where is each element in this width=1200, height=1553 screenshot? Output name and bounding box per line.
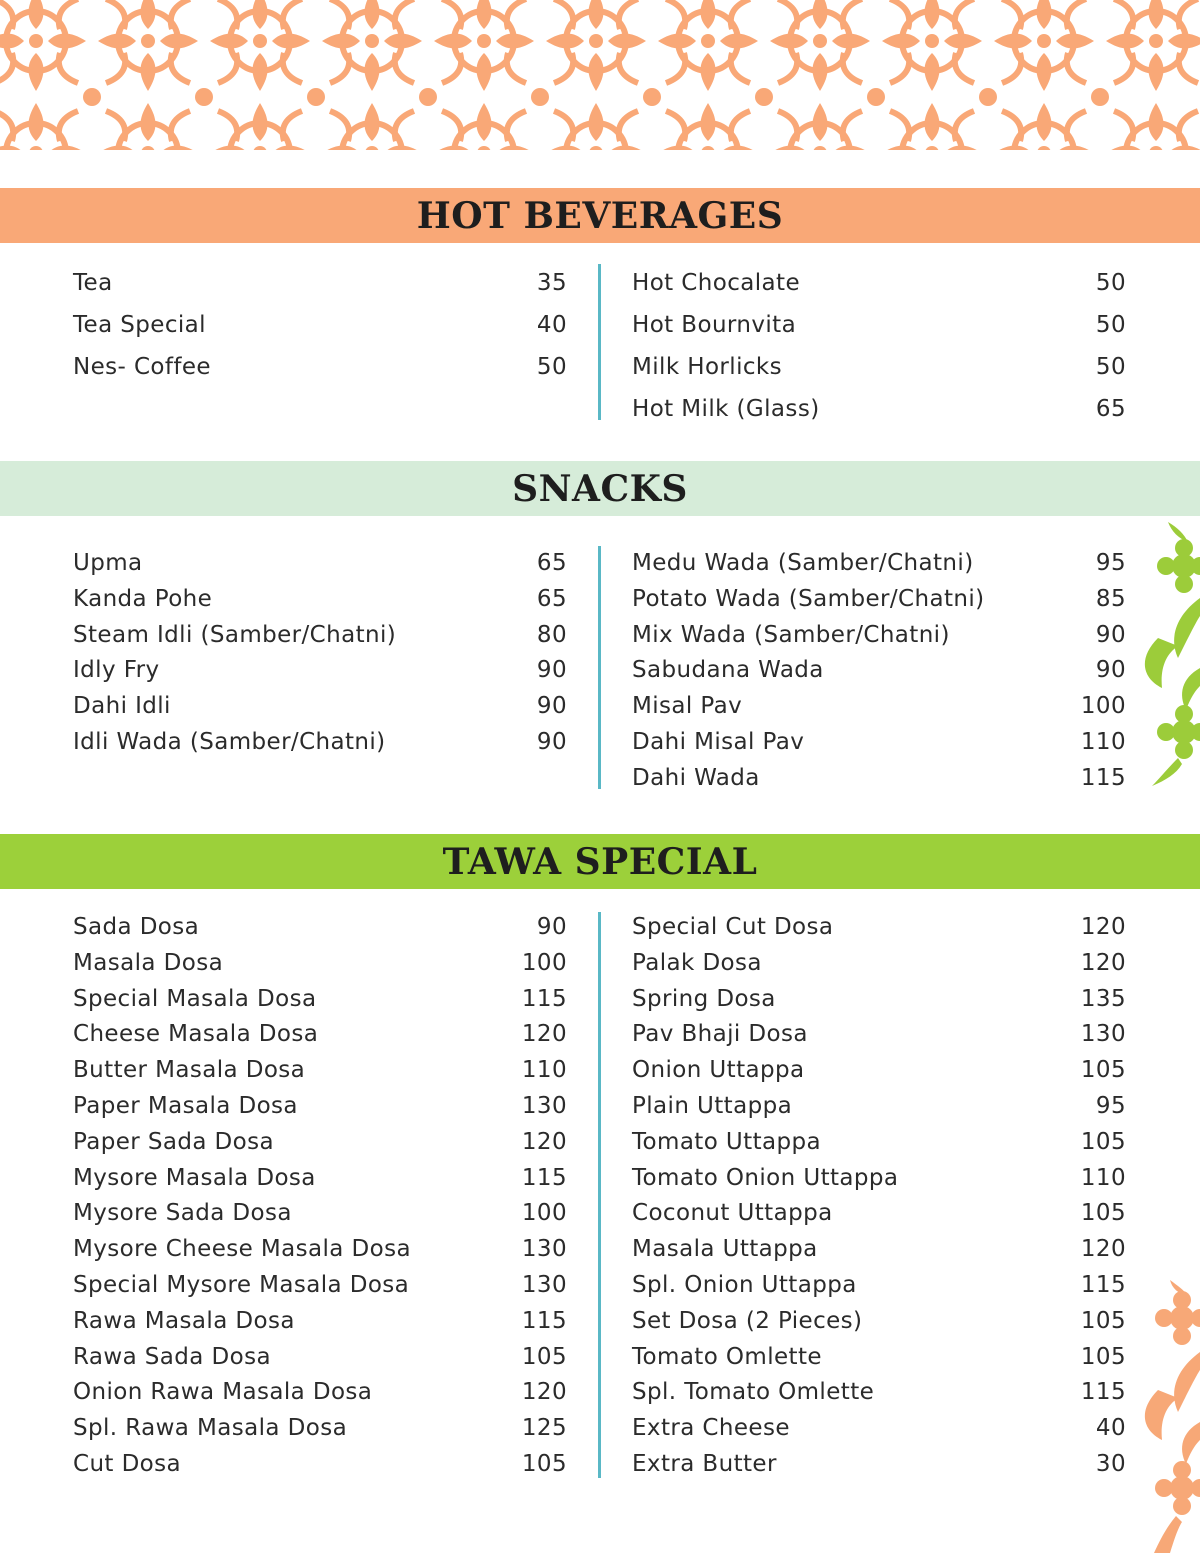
item-price: 90: [536, 914, 567, 940]
item-price: 90: [1095, 621, 1126, 648]
menu-item: [632, 618, 1126, 654]
item-price: 50: [536, 354, 567, 380]
item-name: Tea: [73, 270, 113, 296]
item-price: 120: [1080, 949, 1126, 976]
menu-column-left: [73, 546, 567, 761]
menu-item: [632, 1053, 1126, 1089]
item-name: Spl. Rawa Masala Dosa: [73, 1415, 348, 1442]
item-name: Steam Idli (Samber/Chatni): [73, 621, 397, 648]
menu-item: [632, 1125, 1126, 1161]
menu-item: [632, 1411, 1126, 1447]
section-banner-snacks: [0, 461, 1200, 516]
menu-item: [632, 761, 1126, 797]
menu-column-left: [73, 262, 567, 388]
item-price: 100: [521, 1200, 567, 1227]
item-price: 115: [521, 1164, 567, 1191]
item-name: Set Dosa (2 Pieces): [632, 1307, 863, 1334]
item-price: 50: [1095, 354, 1126, 380]
menu-item: [73, 262, 567, 304]
section-title: TAWA SPECIAL: [442, 840, 758, 883]
item-price: 30: [1095, 1450, 1126, 1477]
item-price: 115: [521, 985, 567, 1012]
item-name: Cheese Masala Dosa: [73, 1021, 319, 1048]
item-name: Onion Uttappa: [632, 1057, 805, 1084]
item-price: 35: [536, 270, 567, 296]
menu-item: [73, 725, 567, 761]
item-name: Hot Bournvita: [632, 312, 797, 338]
menu-column-right: [632, 262, 1126, 430]
item-price: 130: [1080, 1021, 1126, 1048]
item-price: 65: [536, 550, 567, 576]
menu-item: [632, 653, 1126, 689]
menu-column-right: [632, 910, 1126, 1483]
item-price: 90: [1095, 657, 1126, 684]
item-name: Cut Dosa: [73, 1450, 182, 1477]
item-name: Nes- Coffee: [73, 354, 211, 380]
menu-item: [632, 262, 1126, 304]
item-name: Hot Milk (Glass): [632, 396, 820, 422]
item-name: Spring Dosa: [632, 985, 776, 1012]
item-price: 110: [521, 1057, 567, 1084]
item-name: Extra Cheese: [632, 1415, 790, 1442]
menu-item: [632, 1304, 1126, 1340]
item-name: Dahi Misal Pav: [632, 728, 805, 755]
menu-item: [632, 304, 1126, 346]
section-title: HOT BEVERAGES: [416, 194, 784, 237]
item-price: 90: [536, 657, 567, 684]
item-price: 135: [1080, 985, 1126, 1012]
item-name: Potato Wada (Samber/Chatni): [632, 585, 985, 612]
item-price: 115: [1080, 764, 1126, 791]
item-price: 105: [1080, 1057, 1126, 1084]
item-price: 50: [1095, 312, 1126, 338]
item-price: 120: [1080, 914, 1126, 940]
item-price: 80: [536, 621, 567, 648]
item-name: Tea Special: [73, 312, 206, 338]
menu-item: [73, 618, 567, 654]
menu-item: [632, 346, 1126, 388]
menu-item: [73, 1268, 567, 1304]
menu-item: [73, 689, 567, 725]
item-price: 90: [536, 728, 567, 755]
item-price: 130: [521, 1271, 567, 1298]
menu-item: [73, 304, 567, 346]
menu-item: [73, 1196, 567, 1232]
section-title: SNACKS: [512, 467, 688, 510]
lattice-pattern-icon: [0, 0, 1200, 150]
section-banner-hot-beverages: [0, 188, 1200, 243]
item-price: 95: [1095, 550, 1126, 576]
menu-item: [632, 725, 1126, 761]
menu-item: [73, 1125, 567, 1161]
item-name: Hot Chocalate: [632, 270, 800, 296]
item-price: 85: [1095, 585, 1126, 612]
item-name: Pav Bhaji Dosa: [632, 1021, 808, 1048]
menu-column-right: [632, 546, 1126, 797]
item-name: Tomato Onion Uttappa: [632, 1164, 899, 1191]
menu-item: [73, 582, 567, 618]
item-name: Plain Uttappa: [632, 1092, 793, 1119]
item-price: 105: [521, 1343, 567, 1370]
menu-item: [632, 1447, 1126, 1483]
column-divider: [598, 912, 601, 1478]
item-price: 95: [1095, 1092, 1126, 1119]
menu-block-snacks: [0, 546, 1200, 796]
item-name: Kanda Pohe: [73, 585, 213, 612]
item-name: Masala Uttappa: [632, 1236, 818, 1263]
menu-item: [632, 1232, 1126, 1268]
menu-item: [632, 582, 1126, 618]
decorative-border-pattern: [0, 0, 1200, 150]
menu-item: [73, 1017, 567, 1053]
item-name: Paper Masala Dosa: [73, 1092, 298, 1119]
menu-item: [632, 982, 1126, 1018]
item-price: 110: [1080, 1164, 1126, 1191]
item-price: 120: [521, 1128, 567, 1155]
menu-item: [632, 388, 1126, 430]
item-price: 105: [1080, 1343, 1126, 1370]
item-price: 40: [1095, 1415, 1126, 1442]
item-name: Special Cut Dosa: [632, 914, 834, 940]
item-price: 105: [521, 1450, 567, 1477]
menu-item: [73, 1304, 567, 1340]
item-name: Masala Dosa: [73, 949, 224, 976]
floral-ornament-peach: [1136, 1278, 1200, 1553]
menu-item: [73, 546, 567, 582]
floral-vine-icon: [1138, 518, 1200, 788]
item-price: 100: [1080, 693, 1126, 720]
menu-item: [73, 653, 567, 689]
item-price: 115: [521, 1307, 567, 1334]
menu-item: [73, 1232, 567, 1268]
menu-block-hot-beverages: [0, 262, 1200, 432]
menu-item: [73, 1053, 567, 1089]
menu-item: [73, 1089, 567, 1125]
menu-item: [73, 910, 567, 946]
item-price: 90: [536, 693, 567, 720]
menu-item: [632, 1340, 1126, 1376]
menu-item: [73, 346, 567, 388]
item-name: Spl. Onion Uttappa: [632, 1271, 857, 1298]
item-name: Milk Horlicks: [632, 354, 783, 380]
menu-item: [73, 1161, 567, 1197]
item-name: Tomato Omlette: [632, 1343, 822, 1370]
menu-block-tawa-special: [0, 910, 1200, 1490]
menu-column-left: [73, 910, 567, 1483]
item-price: 130: [521, 1092, 567, 1119]
item-name: Sabudana Wada: [632, 657, 824, 684]
item-name: Onion Rawa Masala Dosa: [73, 1379, 373, 1406]
item-name: Idli Wada (Samber/Chatni): [73, 728, 386, 755]
item-price: 130: [521, 1236, 567, 1263]
menu-item: [632, 1161, 1126, 1197]
item-name: Rawa Sada Dosa: [73, 1343, 271, 1370]
item-name: Mysore Masala Dosa: [73, 1164, 316, 1191]
item-name: Special Mysore Masala Dosa: [73, 1271, 410, 1298]
menu-item: [632, 910, 1126, 946]
item-name: Dahi Wada: [632, 764, 760, 791]
menu-item: [632, 546, 1126, 582]
menu-item: [632, 946, 1126, 982]
item-name: Butter Masala Dosa: [73, 1057, 306, 1084]
item-name: Rawa Masala Dosa: [73, 1307, 295, 1334]
column-divider: [598, 546, 601, 789]
menu-item: [73, 982, 567, 1018]
item-name: Spl. Tomato Omlette: [632, 1379, 875, 1406]
item-name: Mysore Cheese Masala Dosa: [73, 1236, 411, 1263]
item-name: Medu Wada (Samber/Chatni): [632, 550, 974, 576]
item-price: 110: [1080, 728, 1126, 755]
menu-item: [73, 1375, 567, 1411]
item-price: 115: [1080, 1271, 1126, 1298]
item-price: 40: [536, 312, 567, 338]
item-price: 120: [1080, 1236, 1126, 1263]
item-name: Coconut Uttappa: [632, 1200, 833, 1227]
item-name: Dahi Idli: [73, 693, 171, 720]
column-divider: [598, 264, 601, 420]
menu-item: [632, 1196, 1126, 1232]
item-price: 120: [521, 1379, 567, 1406]
item-name: Paper Sada Dosa: [73, 1128, 275, 1155]
menu-item: [73, 1340, 567, 1376]
menu-item: [632, 1017, 1126, 1053]
menu-item: [632, 1089, 1126, 1125]
item-name: Mix Wada (Samber/Chatni): [632, 621, 950, 648]
item-price: 105: [1080, 1128, 1126, 1155]
floral-vine-icon: [1136, 1278, 1200, 1553]
item-price: 105: [1080, 1200, 1126, 1227]
item-name: Tomato Uttappa: [632, 1128, 821, 1155]
item-price: 120: [521, 1021, 567, 1048]
menu-item: [73, 946, 567, 982]
item-price: 115: [1080, 1379, 1126, 1406]
section-banner-tawa-special: [0, 834, 1200, 889]
item-name: Palak Dosa: [632, 949, 762, 976]
menu-item: [632, 1375, 1126, 1411]
floral-ornament-green: [1138, 518, 1200, 788]
item-price: 100: [521, 949, 567, 976]
item-name: Upma: [73, 550, 143, 576]
item-name: Special Masala Dosa: [73, 985, 317, 1012]
item-name: Idly Fry: [73, 657, 160, 684]
item-name: Sada Dosa: [73, 914, 200, 940]
item-name: Misal Pav: [632, 693, 743, 720]
item-price: 50: [1095, 270, 1126, 296]
item-price: 125: [521, 1415, 567, 1442]
menu-item: [73, 1411, 567, 1447]
menu-item: [73, 1447, 567, 1483]
item-price: 105: [1080, 1307, 1126, 1334]
item-name: Extra Butter: [632, 1450, 777, 1477]
menu-item: [632, 1268, 1126, 1304]
menu-item: [632, 689, 1126, 725]
item-price: 65: [536, 585, 567, 612]
item-name: Mysore Sada Dosa: [73, 1200, 292, 1227]
item-price: 65: [1095, 396, 1126, 422]
